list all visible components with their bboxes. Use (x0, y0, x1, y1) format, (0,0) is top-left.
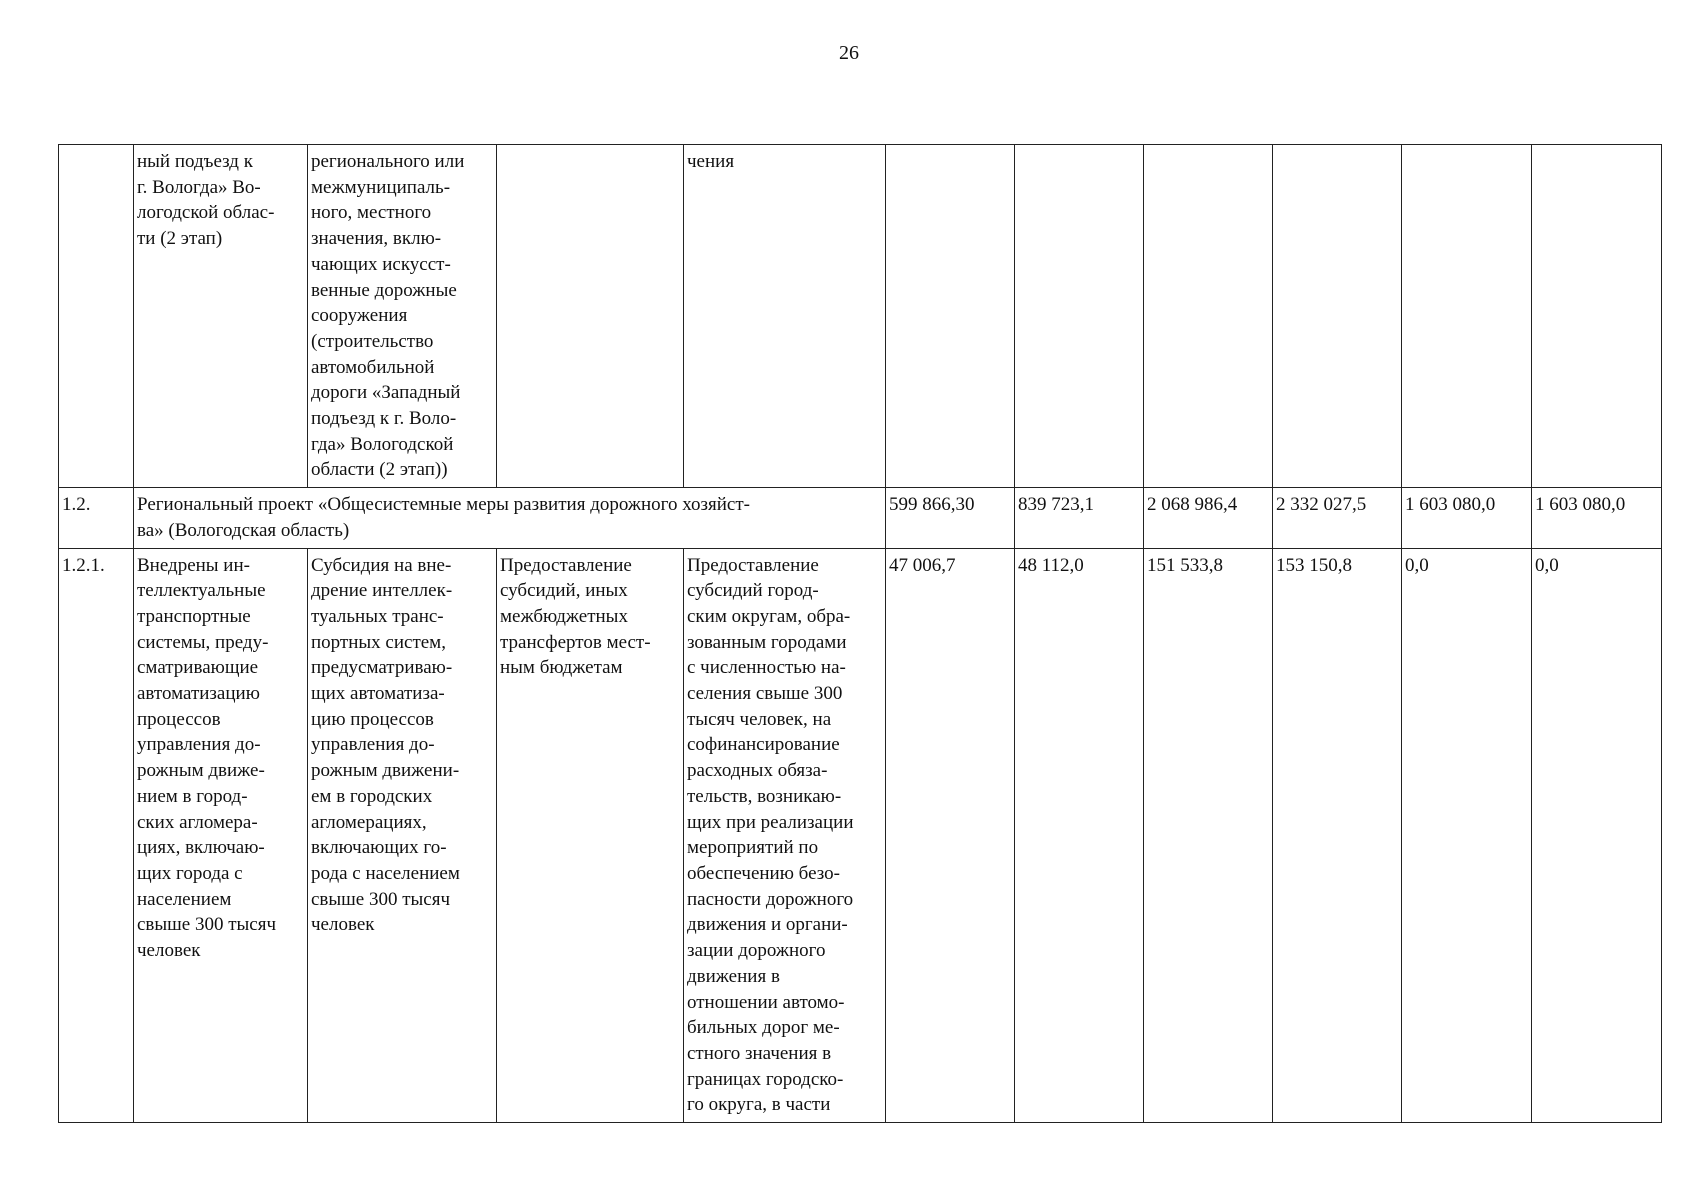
cell-empty (497, 145, 684, 488)
item-subsidy: Субсидия на вне- дрение интеллек- туальных транс- портных систем, предусматриваю- щих автоматиза- цию процессов управления до- рожным движени- ем в городских агломерациях, включающих го- рода с населением свыше 300 тысяч человек (308, 548, 497, 1122)
item-value-1: 47 006,7 (886, 548, 1015, 1122)
project-number: 1.2. (59, 488, 134, 548)
project-row (59, 488, 1662, 548)
item-value-4: 153 150,8 (1273, 548, 1402, 1122)
item-value-5: 0,0 (1402, 548, 1532, 1122)
item-number: 1.2.1. (59, 548, 134, 1122)
cell-value (1015, 145, 1144, 488)
cell-object-description: регионального или межмуниципаль- ного, местного значения, вклю- чающих искусст- венные дорожные сооружения (строительство автомобильной дороги «Западный подъезд к г. Воло- гда» Вологодской области (2 этап)) (308, 145, 497, 488)
item-description: Предоставление субсидий город- ским округам, обра- зованным городами с численностью на- селения свыше 300 тысяч человек, на софинансирование расходных обяза- тельств, возникаю- щих при реализации мероприятий по обеспечению безо- пасности дорожного движения и органи- зации дорожного движения в отношении автомо- бильных дорог ме- стного значения в границах городско- го округа, в части (684, 548, 886, 1122)
continued-row (59, 145, 1662, 488)
item-type: Предоставление субсидий, иных межбюджетных трансфертов мест- ным бюджетам (497, 548, 684, 1122)
item-value-6: 0,0 (1532, 548, 1662, 1122)
project-value-5: 1 603 080,0 (1402, 488, 1532, 548)
item-row (59, 548, 1662, 1122)
project-value-2: 839 723,1 (1015, 488, 1144, 548)
cell-value (1402, 145, 1532, 488)
cell-number (59, 145, 134, 488)
item-value-2: 48 112,0 (1015, 548, 1144, 1122)
item-value-3: 151 533,8 (1144, 548, 1273, 1122)
cell-value (1144, 145, 1273, 488)
project-title: Региональный проект «Общесистемные меры развития дорожного хозяйст- ва» (Вологодская область) (134, 488, 886, 548)
cell-value (1273, 145, 1402, 488)
budget-table (58, 144, 1662, 1123)
project-value-1: 599 866,30 (886, 488, 1015, 548)
project-value-6: 1 603 080,0 (1532, 488, 1662, 548)
item-result: Внедрены ин- теллектуальные транспортные системы, преду- сматривающие автоматизацию процессов управления до- рожным движе- нием в город- ских агломера- циях, включаю- щих города с населением свыше 300 тысяч человек (134, 548, 308, 1122)
cell-value (886, 145, 1015, 488)
project-value-4: 2 332 027,5 (1273, 488, 1402, 548)
project-value-3: 2 068 986,4 (1144, 488, 1273, 548)
cell-object-name: ный подъезд к г. Вологда» Во- логодской облас- ти (2 этап) (134, 145, 308, 488)
cell-value (1532, 145, 1662, 488)
cell-description-tail: чения (684, 145, 886, 488)
page-number: 26 (839, 42, 859, 64)
